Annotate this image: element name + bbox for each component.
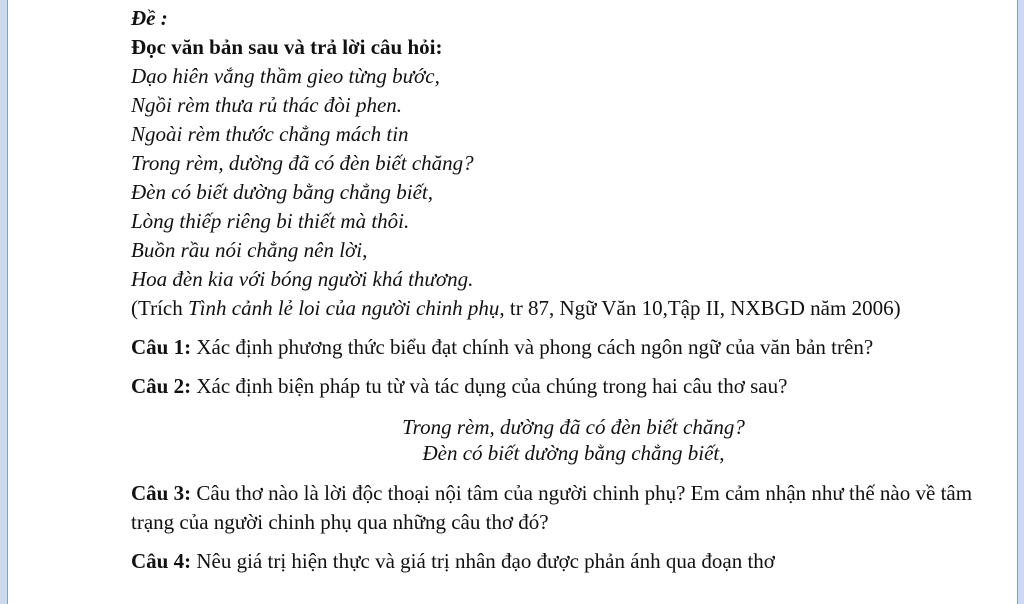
question-1 — [131, 333, 1001, 362]
couplet-line: Đèn có biết dường bằng chẳng biết, — [422, 441, 725, 465]
document-page — [131, 4, 1001, 576]
window-left-border — [0, 0, 8, 604]
poem-excerpt — [131, 62, 1001, 294]
poem-line: Ngoài rèm thước chẳng mách tin — [131, 122, 409, 146]
poem-line: Ngồi rèm thưa rủ thác đòi phen. — [131, 93, 403, 117]
quoted-couplet — [131, 414, 1001, 466]
poem-line: Trong rèm, dường đã có đèn biết chăng? — [131, 151, 474, 175]
question-label: Câu 2: — [131, 374, 192, 398]
reading-instruction: Đọc văn bản sau và trả lời câu hỏi: — [131, 35, 443, 59]
window-right-border — [1017, 0, 1024, 604]
question-text: Xác định phương thức biểu đạt chính và phong cách ngôn ngữ của văn bản trên? — [191, 335, 874, 359]
citation-suffix: , tr 87, Ngữ Văn 10,Tập II, NXBGD năm 2006) — [499, 296, 901, 320]
citation-prefix: (Trích — [131, 296, 188, 320]
poem-line: Hoa đèn kia với bóng người khá thương. — [131, 267, 474, 291]
source-citation — [131, 294, 1001, 323]
poem-line: Lòng thiếp riêng bi thiết mà thôi. — [131, 209, 410, 233]
question-label: Câu 3: — [131, 481, 192, 505]
question-label: Câu 1: — [131, 335, 192, 359]
citation-title: Tình cảnh lẻ loi của người chinh phụ — [187, 296, 500, 320]
question-3 — [131, 479, 1001, 537]
question-2 — [131, 372, 1001, 401]
question-text: Nêu giá trị hiện thực và giá trị nhân đạo được phản ánh qua đoạn thơ — [191, 549, 775, 573]
question-label: Câu 4: — [131, 549, 192, 573]
poem-line: Đèn có biết dường bằng chẳng biết, — [131, 180, 434, 204]
question-4 — [131, 547, 1001, 576]
poem-line: Buồn rầu nói chẳng nên lời, — [131, 238, 368, 262]
poem-line: Dạo hiên vắng thầm gieo từng bước, — [131, 64, 440, 88]
question-text: Xác định biện pháp tu từ và tác dụng của chúng trong hai câu thơ sau? — [191, 374, 788, 398]
question-text: Câu thơ nào là lời độc thoại nội tâm của người chinh phụ? Em cảm nhận như thế nào về tâm trạng của người chinh phụ qua những câu thơ đó? — [131, 481, 973, 534]
exam-heading: Đề : — [131, 6, 168, 30]
couplet-line: Trong rèm, dường đã có đèn biết chăng? — [402, 415, 745, 439]
